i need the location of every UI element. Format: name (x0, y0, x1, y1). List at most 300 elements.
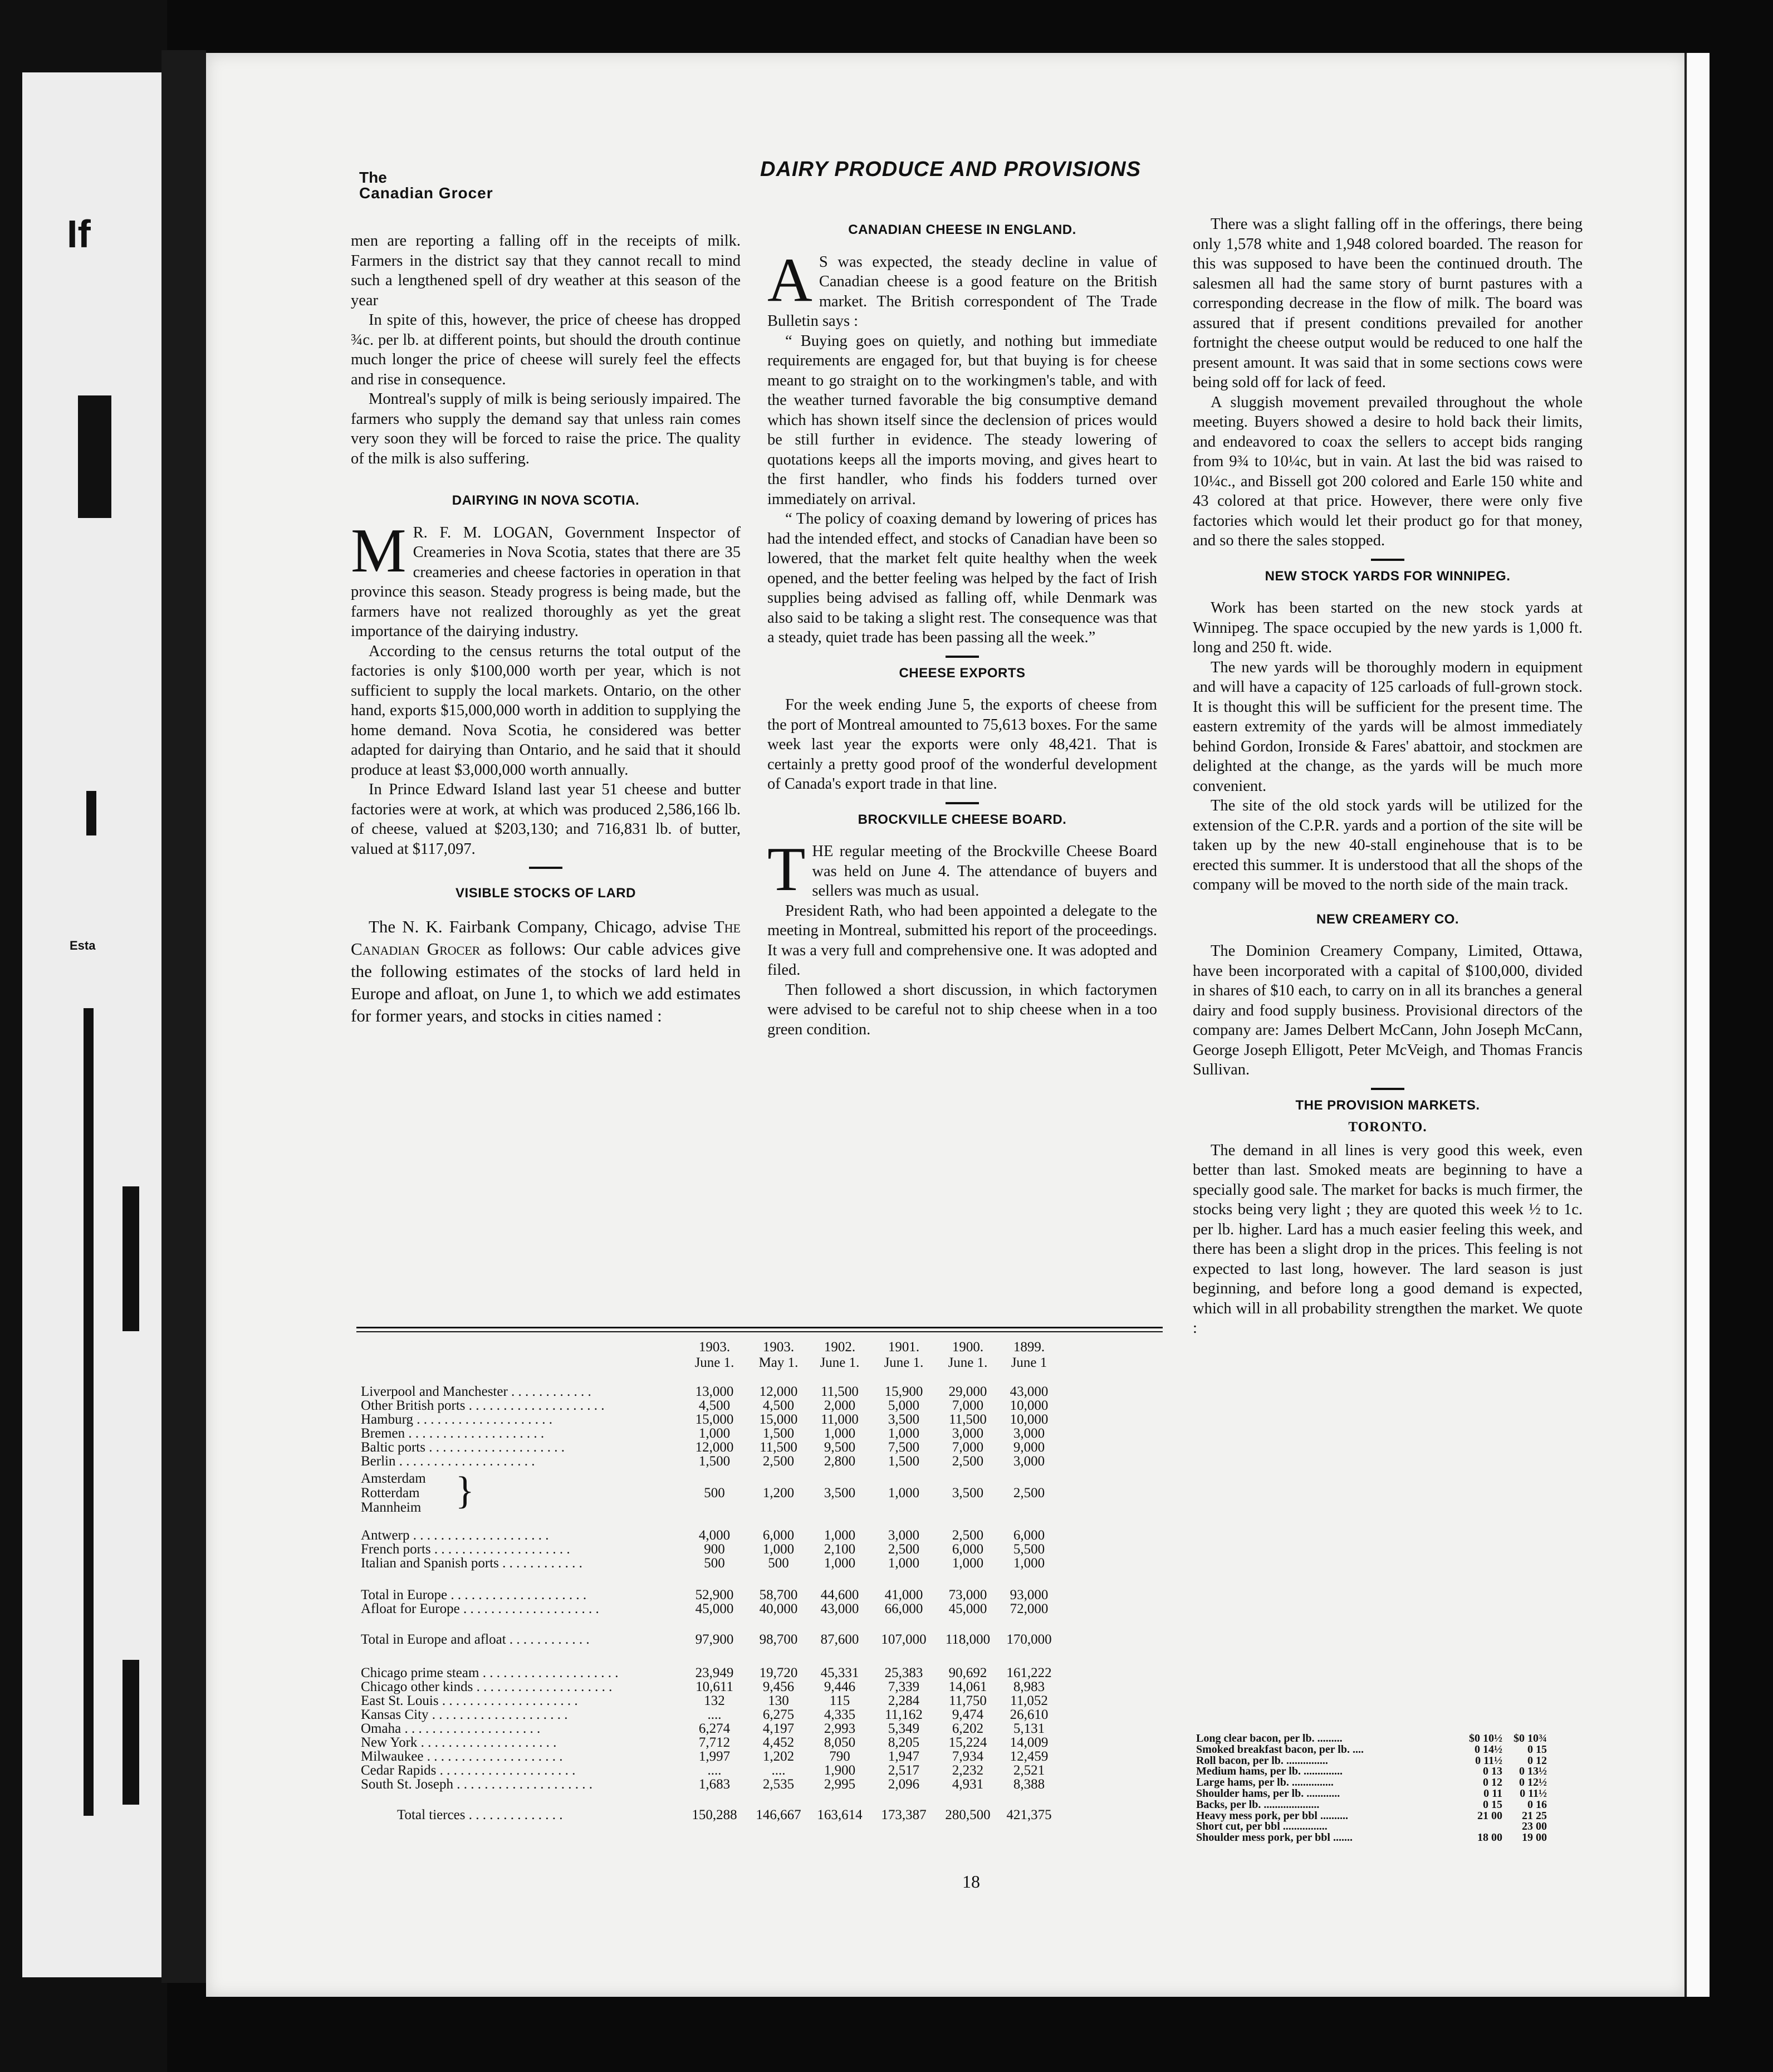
table-cell: 2,000 (824, 1398, 856, 1413)
table-column-header (998, 1340, 1060, 1379)
table-cell: 2,535 (762, 1777, 795, 1792)
row-label-group (361, 1749, 562, 1765)
page-number: 18 (962, 1871, 980, 1892)
table-cell: 2,096 (888, 1777, 920, 1792)
row-label-group (361, 1528, 548, 1543)
table-row (361, 1679, 1168, 1695)
row-label: Cedar Rapids (361, 1763, 437, 1778)
price-item: Heavy mess pork, per bbl (1196, 1809, 1317, 1822)
table-cell: 2,500 (888, 1542, 920, 1557)
table-cell: 150,288 (692, 1807, 737, 1822)
price-item: Short cut, per bbl (1196, 1820, 1280, 1833)
table-cell: 7,934 (952, 1749, 984, 1764)
leader-dots: ................ (1280, 1820, 1328, 1833)
table-cell: 45,331 (820, 1665, 859, 1680)
table-cell: 500 (768, 1556, 789, 1571)
article-paragraph: President Rath, who had been appointed a delegate to the meeting in Montreal, submitted his report of the proceedings. It was a very full and comprehensive one. It was adopted and filed. (767, 902, 1157, 979)
drop-cap: T (767, 835, 806, 904)
section-separator (946, 656, 979, 658)
header-year: 1901. (888, 1340, 920, 1355)
leader-dots: . . . . . . . . . . . . . . (465, 1807, 563, 1822)
table-row (361, 1777, 1168, 1792)
table-cell: 163,614 (817, 1807, 863, 1822)
article-paragraph: The new yards will be thoroughly modern in equipment and will have a capacity of 125 carloads of full-grown stock. It is thought this will be sufficient for the present time. The eastern extremity of the yards will be almost immediately behind Gordon, Ironside & Fares' abattoir, and stockmen are delighted at the change, as the yards will be much more convenient. (1193, 658, 1583, 795)
row-label: Berlin (361, 1454, 396, 1469)
header-year: 1899. (1013, 1340, 1045, 1355)
table-cell: 3,000 (1013, 1426, 1045, 1441)
table-cell: 1,000 (888, 1426, 920, 1441)
price-low: 0 13 (1483, 1765, 1502, 1778)
article-paragraph: For the week ending June 5, the exports of cheese from the port of Montreal amounted to 75,613 boxes. For the same week last year the exports were only 48,421. That is certainly a pretty good proof of the wonderful development of Canada's export trade in that line. (767, 696, 1157, 793)
table-cell: 6,000 (952, 1542, 984, 1557)
table-cell: 2,500 (762, 1454, 795, 1469)
table-column-header (873, 1340, 934, 1379)
row-label: Omaha (361, 1721, 401, 1736)
table-cell: 2,993 (824, 1721, 856, 1736)
publication-masthead (359, 170, 493, 201)
leader-dots: . . . . . . . . . . . . . . . . . . . . (453, 1777, 593, 1792)
table-cell: 4,500 (762, 1398, 795, 1413)
row-label-group (361, 1693, 578, 1709)
table-cell: 4,931 (952, 1777, 984, 1792)
article-paragraph: “ Buying goes on quietly, and nothing but immediate requirements are engaged for, but that buying is for cheese meant to go straight on to the workingmen's table, and with the weather turned favorable the big consumptive demand which has shown itself since the declension of prices would be still further in evidence. The steady lowering of quotations keeps all the imports moving, and gives heart to the first handler, who finds his fodders turned over immediately on arrival. (767, 332, 1157, 508)
table-cell: 1,997 (698, 1749, 731, 1764)
leader-dots: . . . . . . . . . . . . . . . . . . . . (459, 1601, 599, 1616)
column-3 (1193, 214, 1583, 1338)
section-separator (1371, 559, 1404, 561)
row-label: Chicago prime steam (361, 1665, 479, 1680)
page-edge (1687, 53, 1710, 1997)
table-cell: 12,459 (1010, 1749, 1049, 1764)
leader-dots: . . . . . . . . . . . . (506, 1632, 590, 1647)
table-cell: 1,500 (698, 1454, 731, 1469)
table-cell: 7,000 (952, 1398, 984, 1413)
row-label-group (361, 1601, 599, 1617)
adjacent-page-glyph (78, 395, 111, 518)
table-cell: 43,000 (820, 1601, 859, 1616)
table-cell: 87,600 (820, 1632, 859, 1647)
brace-glyph: } (456, 1469, 474, 1512)
article-paragraph: The demand in all lines is very good this week, even better than last. Smoked meats are beginning to have a specially good sale. The market for backs is much firmer, the stocks being very light ; they are quoted this week ½ to 1c. per lb. higher. Lard has a much easier feeling this week, and there has been a slight drop in the prices. This feeling is not expected to last long, however. The lard season is just beginning, and before long a good demand is expected, which will in all probability strengthen the market. We quote : (1193, 1141, 1583, 1337)
row-label-group (361, 1398, 605, 1414)
header-date: June 1. (948, 1355, 988, 1370)
table-row (361, 1749, 1168, 1765)
adjacent-page-rule (84, 1008, 94, 1816)
article-paragraph: Work has been started on the new stock yards at Winnipeg. The space occupied by the new yards is 1,000 ft. long and 250 ft. wide. (1193, 599, 1583, 656)
table-cell: 7,000 (952, 1440, 984, 1455)
table-row (361, 1454, 1168, 1469)
table-row (361, 1587, 1168, 1603)
table-cell: 6,000 (762, 1528, 795, 1543)
table-cell: 1,000 (952, 1556, 984, 1571)
table-cell: 2,800 (824, 1454, 856, 1469)
table-cell: 8,205 (888, 1735, 920, 1750)
adjacent-page-glyph (86, 791, 96, 835)
row-label: French ports (361, 1542, 431, 1557)
price-low: 0 15 (1483, 1798, 1502, 1811)
table-cell: 72,000 (1010, 1601, 1049, 1616)
header-year: 1900. (952, 1340, 984, 1355)
article-paragraph: Montreal's supply of milk is being seriously impaired. The farmers who supply the demand say that unless rain comes very soon they will be forced to raise the price. The quality of the milk is also suffering. (351, 390, 741, 467)
price-item: Medium hams, per lb. (1196, 1765, 1301, 1778)
table-cell: 1,900 (824, 1763, 856, 1778)
table-cell: 280,500 (945, 1807, 991, 1822)
table-cell: 15,900 (884, 1384, 923, 1399)
price-row (1196, 1832, 1547, 1844)
masthead-line-2: Canadian Grocer (359, 184, 493, 202)
table-cell: 1,202 (762, 1749, 795, 1764)
leader-dots: .... (1349, 1743, 1364, 1756)
row-label: Amsterdam (361, 1471, 426, 1486)
table-cell: 3,500 (824, 1485, 856, 1501)
price-high: 0 16 (1527, 1798, 1547, 1811)
leader-dots: . . . . . . . . . . . . . . . . . . . . (436, 1763, 576, 1778)
header-date: June 1. (884, 1355, 924, 1370)
leader-dots: ............... (1289, 1776, 1334, 1789)
table-row (361, 1528, 1168, 1543)
table-cell: 45,000 (695, 1601, 734, 1616)
row-label: East St. Louis (361, 1693, 439, 1708)
price-item: Shoulder hams, per lb. (1196, 1787, 1304, 1800)
table-cell: 1,000 (888, 1556, 920, 1571)
price-high: 0 11½ (1520, 1787, 1547, 1800)
page-border (1684, 53, 1687, 1997)
price-item: Smoked breakfast bacon, per lb. (1196, 1743, 1350, 1756)
table-column-header (684, 1340, 745, 1379)
header-year: 1903. (762, 1340, 795, 1355)
header-year: 1902. (824, 1340, 856, 1355)
table-cell: 98,700 (759, 1632, 798, 1647)
row-label: Italian and Spanish ports (361, 1556, 499, 1571)
row-label: Antwerp (361, 1528, 410, 1543)
table-cell: 1,000 (762, 1542, 795, 1557)
row-label: Kansas City (361, 1707, 429, 1722)
adjacent-page-glyph (123, 1186, 139, 1331)
table-cell: 1,000 (1013, 1556, 1045, 1571)
row-label: Other British ports (361, 1398, 466, 1413)
leader-dots: . . . . . . . . . . . . (507, 1384, 591, 1399)
table-cell: 11,000 (821, 1412, 859, 1427)
table-cell: 93,000 (1010, 1587, 1049, 1602)
row-label-group (361, 1440, 565, 1455)
table-cell: 4,500 (698, 1398, 731, 1413)
table-cell: 2,284 (888, 1693, 920, 1708)
article-paragraph (351, 916, 741, 1027)
price-high: 0 12 (1527, 1754, 1547, 1767)
article-paragraph: men are reporting a falling off in the receipts of milk. Farmers in the district say that they cannot recall to mind such a lengthened spell of dry weather at this season of the year (351, 232, 741, 309)
table-cell: 3,500 (952, 1485, 984, 1501)
table-cell: 107,000 (881, 1632, 927, 1647)
table-cell: 2,100 (824, 1542, 856, 1557)
table-row (361, 1426, 1168, 1441)
table-cell: 11,500 (760, 1440, 797, 1455)
table-cell: 173,387 (881, 1807, 927, 1822)
row-label-group (361, 1763, 575, 1778)
row-label-group (361, 1721, 540, 1737)
table-cell: 25,383 (884, 1665, 923, 1680)
table-cell: 1,000 (824, 1528, 856, 1543)
table-cell: 1,947 (888, 1749, 920, 1764)
row-label: Afloat for Europe (361, 1601, 460, 1616)
price-high: 0 12½ (1519, 1776, 1547, 1789)
row-label-group (361, 1735, 556, 1751)
section-separator (1371, 1088, 1404, 1090)
table-row (361, 1632, 1168, 1648)
table-cell: 3,000 (1013, 1454, 1045, 1469)
table-column-header (748, 1340, 809, 1379)
table-cell: 1,500 (888, 1454, 920, 1469)
table-cell: 115 (829, 1693, 850, 1708)
leader-dots: .................... (1261, 1798, 1320, 1811)
heading-nova-scotia: DAIRYING IN NOVA SCOTIA. (452, 493, 640, 508)
article-text: as follows: Our cable advices give the following estimates of the stocks of lard held in Europe and afloat, on June 1, to which we add estimates for former years, and stocks in cities named : (351, 939, 741, 1025)
price-item: Roll bacon, per lb. (1196, 1754, 1284, 1767)
leader-dots: .............. (1300, 1765, 1343, 1778)
article-text: S was expected, the steady decline in value of Canadian cheese is a good feature on the British market. The British correspondent of The Trade Bulletin says : (767, 253, 1157, 330)
price-high: 19 00 (1522, 1831, 1547, 1844)
table-cell: 1,000 (698, 1426, 731, 1441)
table-cell: 40,000 (759, 1601, 798, 1616)
table-cell: 6,000 (1013, 1528, 1045, 1543)
table-cell: 5,000 (888, 1398, 920, 1413)
page-gutter (161, 50, 206, 1983)
leader-dots: ......... (1314, 1732, 1343, 1744)
leader-dots: . . . . . . . . . . . . . . . . . . . . (405, 1426, 545, 1441)
table-cell: 2,500 (1013, 1485, 1045, 1501)
table-cell: 8,983 (1013, 1679, 1045, 1694)
table-cell: 6,274 (698, 1721, 731, 1736)
leader-dots: . . . . . . . . . . . . . . . . . . . . (401, 1721, 541, 1736)
table-row (361, 1556, 1168, 1571)
section-separator (529, 867, 562, 869)
table-cell: 7,712 (698, 1735, 731, 1750)
row-label: Rotterdam (361, 1485, 420, 1501)
heading-cheese-exports: CHEESE EXPORTS (899, 665, 1026, 681)
leader-dots: ....... (1330, 1831, 1353, 1844)
table-cell: 5,349 (888, 1721, 920, 1736)
leader-dots: . . . . . . . . . . . . (498, 1556, 582, 1571)
row-label: Hamburg (361, 1412, 413, 1427)
leader-dots: . . . . . . . . . . . . . . . . . . . . (465, 1398, 605, 1413)
table-cell: 44,600 (820, 1587, 859, 1602)
table-cell: 97,900 (695, 1632, 734, 1647)
table-row (361, 1384, 1168, 1400)
table-cell: 170,000 (1006, 1632, 1052, 1647)
table-cell: 43,000 (1010, 1384, 1049, 1399)
table-row (361, 1542, 1168, 1557)
table-cell: 29,000 (948, 1384, 987, 1399)
leader-dots: . . . . . . . . . . . . . . . . . . . . (423, 1749, 563, 1764)
price-item: Shoulder mess pork, per bbl (1196, 1831, 1330, 1844)
article-paragraph (767, 835, 1157, 904)
heading-new-creamery: NEW CREAMERY CO. (1316, 911, 1459, 927)
row-label: New York (361, 1735, 418, 1750)
table-cell: 5,500 (1013, 1542, 1045, 1557)
table-cell: 500 (704, 1485, 725, 1501)
leader-dots: ............... (1283, 1754, 1328, 1767)
table-cell: 14,009 (1010, 1735, 1049, 1750)
table-cell: 9,446 (824, 1679, 856, 1694)
row-label: Total in Europe and afloat (361, 1632, 506, 1647)
row-label: Total in Europe (361, 1587, 448, 1602)
table-cell: .... (771, 1763, 786, 1778)
table-cell: .... (707, 1707, 722, 1722)
table-cell: 2,995 (824, 1777, 856, 1792)
masthead-line-1: The (359, 169, 387, 186)
table-cell: 12,000 (759, 1384, 798, 1399)
price-item: Large hams, per lb. (1196, 1776, 1289, 1789)
table-cell: 8,050 (824, 1735, 856, 1750)
table-cell: 2,521 (1013, 1763, 1045, 1778)
table-cell: 15,000 (695, 1412, 734, 1427)
table-row (361, 1440, 1168, 1455)
table-cell: 1,500 (762, 1426, 795, 1441)
article-text: The N. K. Fairbank Company, Chicago, advise (369, 916, 714, 936)
table-cell: 6,202 (952, 1721, 984, 1736)
leader-dots: . . . . . . . . . . . . . . . . . . . . (479, 1665, 619, 1680)
table-cell: 1,000 (824, 1426, 856, 1441)
table-cell: 8,388 (1013, 1777, 1045, 1792)
table-cell: 4,452 (762, 1735, 795, 1750)
table-cell: 146,667 (756, 1807, 801, 1822)
row-label: Baltic ports (361, 1440, 425, 1455)
table-cell: 26,610 (1010, 1707, 1049, 1722)
adjacent-page-fragment: Esta (70, 939, 96, 952)
table-cell: 9,456 (762, 1679, 795, 1694)
header-date: June 1. (820, 1355, 860, 1370)
row-label: Milwaukee (361, 1749, 424, 1764)
price-low: 18 00 (1477, 1831, 1502, 1844)
row-label-group (361, 1707, 568, 1723)
table-cell: 4,000 (698, 1528, 731, 1543)
table-cell: 41,000 (884, 1587, 923, 1602)
row-label: Bremen (361, 1426, 405, 1441)
table-cell: 90,692 (948, 1665, 987, 1680)
price-high: 0 13½ (1519, 1765, 1547, 1778)
table-cell: 4,197 (762, 1721, 795, 1736)
table-cell: 5,131 (1013, 1721, 1045, 1736)
table-cell: 161,222 (1006, 1665, 1052, 1680)
table-cell: 23,949 (695, 1665, 734, 1680)
table-cell: 12,000 (695, 1440, 734, 1455)
heading-provision-markets: THE PROVISION MARKETS. (1295, 1097, 1480, 1113)
table-cell: 11,750 (949, 1693, 987, 1708)
heading-brockville: BROCKVILLE CHEESE BOARD. (858, 812, 1067, 827)
price-low: 21 00 (1477, 1809, 1502, 1822)
price-low: 0 11½ (1475, 1754, 1502, 1767)
leader-dots: . . . . . . . . . . . . . . . . . . . . (430, 1542, 570, 1557)
leader-dots: . . . . . . . . . . . . . . . . . . . . (428, 1707, 568, 1722)
price-high: 21 25 (1522, 1809, 1547, 1822)
leader-dots: . . . . . . . . . . . . . . . . . . . . (409, 1528, 549, 1543)
table-row (361, 1721, 1168, 1737)
article-paragraph: A sluggish movement prevailed throughout the whole meeting. Buyers showed a desire to hold back their limits, and endeavored to coax the sellers to accept bids ranging from 9¾ to 10¼c, but in vain. At last the bid was raised to 10¼c., and Bissell got 200 colored and Earle 150 white and 43 colored at that price. However, there were only five factories which would let their product go for that money, and so there the sales stopped. (1193, 393, 1583, 549)
row-label: Mannheim (361, 1500, 422, 1515)
table-cell: 14,061 (948, 1679, 987, 1694)
publication-name: The Canadian Grocer (351, 916, 741, 959)
row-label-group (361, 1454, 535, 1469)
column-1 (351, 231, 741, 1027)
article-paragraph: In Prince Edward Island last year 51 cheese and butter factories were at work, at which was produced 2,586,166 lb. of cheese, valued at $203,130; and 716,831 lb. of butter, valued at $117,097. (351, 781, 741, 858)
table-cell: 45,000 (948, 1601, 987, 1616)
leader-dots: . . . . . . . . . . . . . . . . . . . . (413, 1412, 552, 1427)
leader-dots: . . . . . . . . . . . . . . . . . . . . (447, 1587, 587, 1602)
table-cell: 13,000 (695, 1384, 734, 1399)
table-cell: 10,000 (1010, 1412, 1049, 1427)
table-cell: 10,611 (696, 1679, 733, 1694)
leader-dots: . . . . . . . . . . . . . . . . . . . . (417, 1735, 557, 1750)
price-high: $0 10¾ (1514, 1732, 1547, 1744)
table-cell: 9,474 (952, 1707, 984, 1722)
table-cell: 132 (704, 1693, 725, 1708)
row-label-group (361, 1587, 586, 1603)
row-label: South St. Joseph (361, 1777, 454, 1792)
provision-price-list (1196, 1733, 1547, 1844)
drop-cap: M (351, 516, 406, 585)
article-paragraph: Then followed a short discussion, in which factorymen were advised to be careful not to ship cheese when in a too green condition. (767, 981, 1157, 1038)
adjacent-page-fragment: If (67, 212, 91, 256)
header-year: 1903. (698, 1340, 731, 1355)
table-cell: 52,900 (695, 1587, 734, 1602)
row-label-group (361, 1384, 591, 1400)
row-label: Total tierces (397, 1807, 466, 1822)
table-row (361, 1807, 1168, 1823)
table-column-header (809, 1340, 870, 1379)
row-label-group (361, 1412, 552, 1428)
row-label-group (361, 1679, 612, 1695)
table-row (361, 1735, 1168, 1751)
table-cell: 2,500 (952, 1528, 984, 1543)
table-cell: 19,720 (759, 1665, 798, 1680)
article-paragraph: There was a slight falling off in the offerings, there being only 1,578 white and 1,948 colored boarded. The reason for this was supposed to have been the continued drouth. The salesmen all had the same story of burnt pastures with a corresponding decrease in the flow of milk. The board was assured that if present conditions prevailed for another fortnight the cheese output would be reduced to one half the present amount. It was said that in some sections cows were being sold off for lack of feed. (1193, 216, 1583, 391)
table-cell: 11,500 (949, 1412, 987, 1427)
leader-dots: . . . . . . . . . . . . . . . . . . . . (425, 1440, 565, 1455)
table-cell: 790 (829, 1749, 850, 1764)
table-cell: 73,000 (948, 1587, 987, 1602)
table-top-rule (356, 1331, 1163, 1332)
table-cell: 1,000 (824, 1556, 856, 1571)
table-cell: 15,224 (948, 1735, 987, 1750)
table-cell: 10,000 (1010, 1398, 1049, 1413)
table-cell: 500 (704, 1556, 725, 1571)
table-cell: 66,000 (884, 1601, 923, 1616)
table-row (361, 1601, 1168, 1617)
table-cell: 2,232 (952, 1763, 984, 1778)
column-2 (767, 220, 1157, 1039)
table-cell: 11,500 (821, 1384, 859, 1399)
article-text: HE regular meeting of the Brockville Cheese Board was held on June 4. The attendance of buyers and sellers was much as usual. (812, 843, 1157, 900)
table-cell: 4,335 (824, 1707, 856, 1722)
leader-dots: ............ (1304, 1787, 1340, 1800)
table-cell: 3,000 (888, 1528, 920, 1543)
price-high: 23 00 (1522, 1820, 1547, 1833)
table-row (361, 1398, 1168, 1414)
leader-dots: . . . . . . . . . . . . . . . . . . . . (395, 1454, 535, 1469)
heading-stock-yards: NEW STOCK YARDS FOR WINNIPEG. (1265, 568, 1511, 584)
table-cell: 7,500 (888, 1440, 920, 1455)
article-paragraph: According to the census returns the total output of the factories is only $100,000 worth per year, which is not sufficient to supply the local markets. Ontario, on the other hand, exports $15,000,000 worth in addition to supplying the home demand. Nova Scotia, he considered was better adapted for dairying than Ontario, and he said that it should produce at least $3,000,000 worth annually. (351, 642, 741, 779)
table-cell: 3,000 (952, 1426, 984, 1441)
table-cell: 3,500 (888, 1412, 920, 1427)
article-paragraph: The site of the old stock yards will be utilized for the extension of the C.P.R. yards and a portion of the site will be taken up by the new 40-stall enginehouse that is to be erected this summer. It is understood that all the shops of the company will be moved to the north side of the main track. (1193, 797, 1583, 893)
price-low: 0 11 (1483, 1787, 1502, 1800)
table-row (361, 1412, 1168, 1428)
price-item: Long clear bacon, per lb. (1196, 1732, 1315, 1744)
header-date: June 1. (694, 1355, 734, 1370)
subheading-toronto: TORONTO. (1348, 1120, 1427, 1135)
table-row (361, 1469, 1168, 1515)
row-label-group (361, 1632, 590, 1648)
